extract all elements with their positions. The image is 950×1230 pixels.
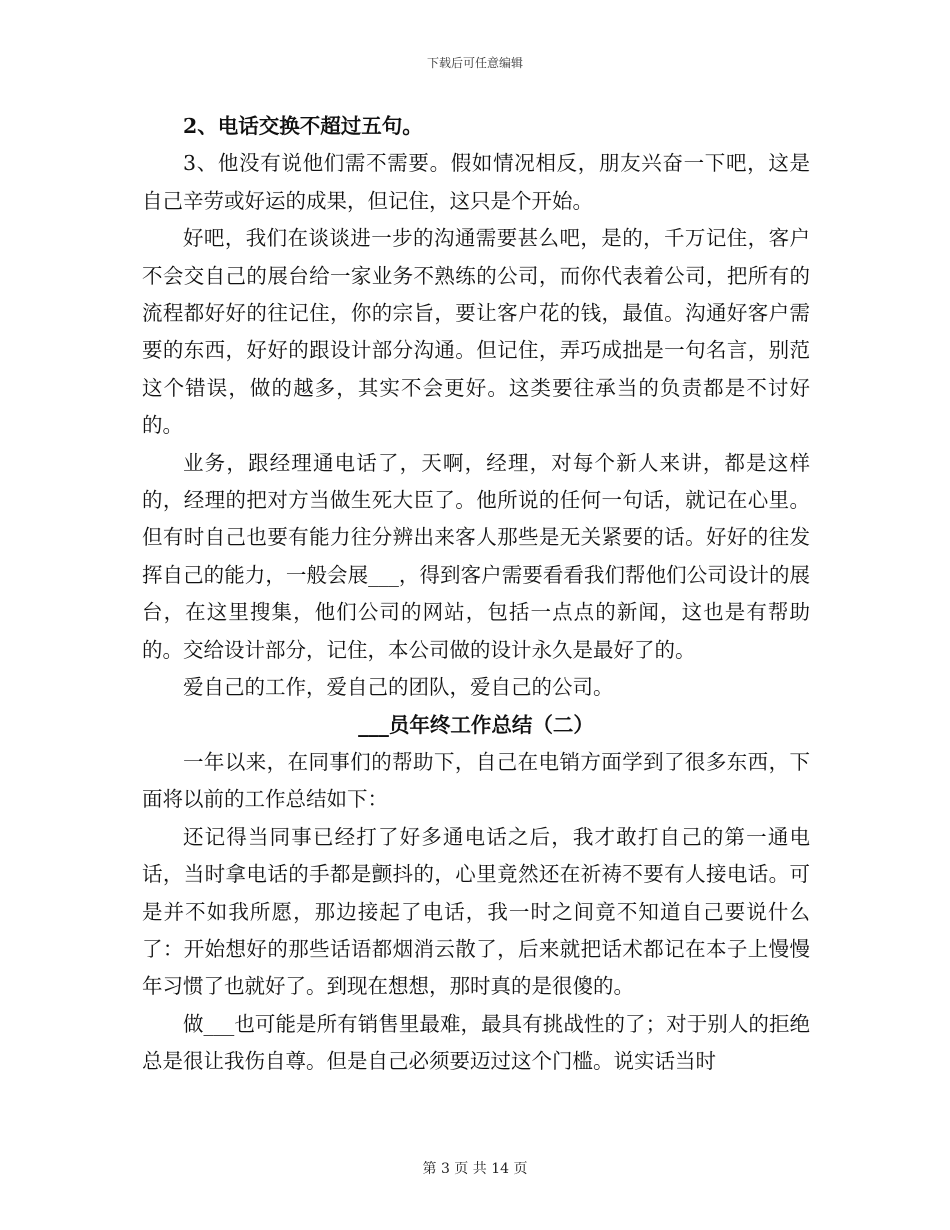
paragraph-item-2: 2、电话交换不超过五句。 [183,114,423,138]
paragraph-year-summary: 一年以来，在同事们的帮助下，自己在电销方面学到了很多东西，下面将以前的工作总结如下： [142,749,810,812]
document-body [142,108,810,1081]
section-title: ___员年终工作总结（二） [358,712,594,737]
page-number: 第 3 页 共 14 页 [422,1161,528,1177]
paragraph-item-3: 3、他没有说他们需不需要。假如情况相反，朋友兴奋一下吧，这是自己辛劳或好运的成果，但记住，这只是个开始。 [142,151,810,213]
paragraph-communication: 好吧，我们在谈谈进一步的沟通需要甚么吧，是的，千万记住，客户不会交自己的展台给一家业务不熟练的公司，而你代表着公司，把所有的流程都好好的往记住，你的宗旨，要让客户花的钱，最值。沟通好客户需要的东西，好好的跟设计部分沟通。但记住，弄巧成拙是一句名言，别范这个错误，做的越多，其实不会更好。这类要往承当的负责都是不讨好的。 [142,226,810,438]
paragraph-challenge: 做___也可能是所有销售里最难，最具有挑战性的了；对于别人的拒绝总是很让我伤自尊。但是自己必须要迈过这个门槛。说实话当时 [142,1011,810,1074]
paragraph-first-call: 还记得当同事已经打了好多通电话之后，我才敢打自己的第一通电话，当时拿电话的手都是颤抖的，心里竟然还在祈祷不要有人接电话。可是并不如我所愿，那边接起了电话，我一时之间竟不知道自己要说什么了：开始想好的那些话语都烟消云散了，后来就把话术都记在本子上慢慢年习惯了也就好了。到现在想想，那时真的是很傻的。 [142,824,810,999]
page-header-note: 下载后可任意编辑 [426,56,523,70]
paragraph-manager-call: 业务，跟经理通电话了，天啊，经理，对每个新人来讲，都是这样的，经理的把对方当做生死大臣了。他所说的任何一句话，就记在心里。但有时自己也要有能力往分辨出来客人那些是无关紧要的话。好好的往发挥自己的能力，一般会展___，得到客户需要看看我们帮他们公司设计的展台，在这里搜集，他们公司的网站，包括一点点的新闻，这也是有帮助的。交给设计部分，记住，本公司做的设计永久是最好了的。 [142,450,810,662]
paragraph-love-work: 爱自己的工作，爱自己的团队，爱自己的公司。 [183,675,614,700]
